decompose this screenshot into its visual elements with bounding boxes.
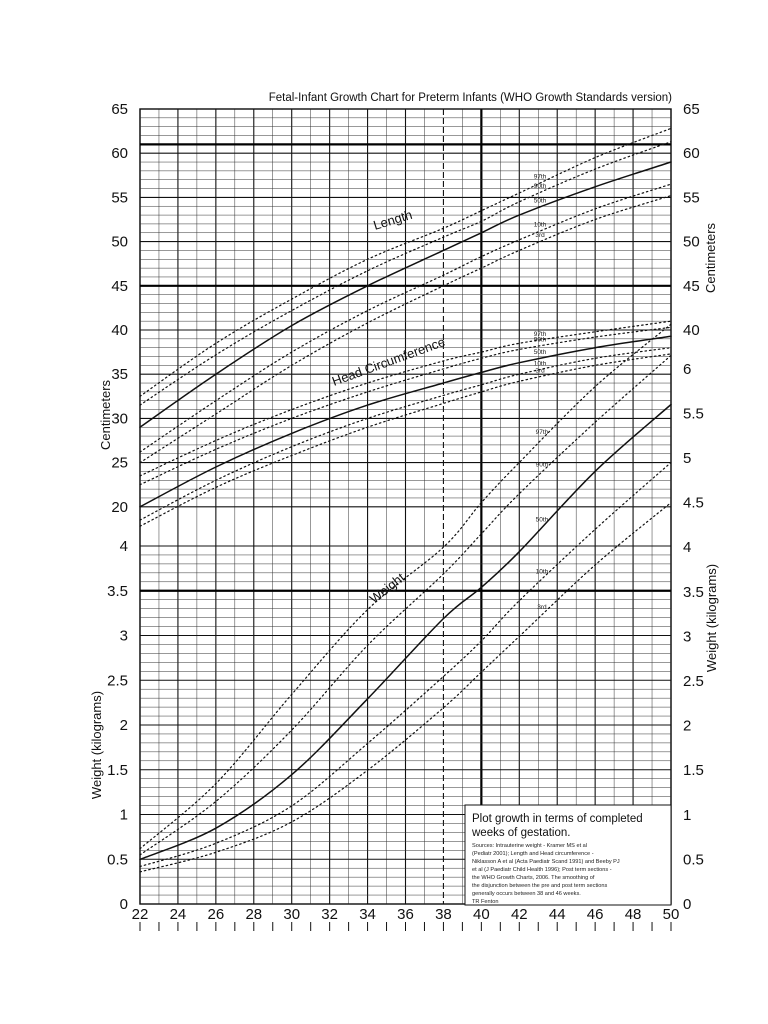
left-tick-label: 3.5 [107, 582, 128, 600]
notes-line: et al (J Paediatr Child Health 1996); Post term sections - [472, 867, 612, 873]
left-axis-title-cm: Centimeters [98, 379, 113, 451]
x-tick-label: 46 [586, 906, 604, 923]
left-tick-label: 55 [111, 189, 128, 207]
right-tick-label: 0 [683, 896, 692, 913]
x-tick-label: 42 [510, 906, 528, 923]
x-tick-label: 32 [321, 906, 338, 923]
right-tick-label: 3 [683, 628, 692, 646]
right-tick-label: 5.5 [683, 405, 704, 423]
notes-line: generally occurs between 38 and 46 weeks. [472, 891, 581, 897]
percentile-label: 3rd [537, 604, 547, 612]
notes-heading-2: weeks of gestation. [472, 827, 571, 839]
percentile-label: 97th [533, 173, 547, 181]
x-tick-label: 40 [473, 906, 490, 923]
x-tick-label: 30 [283, 906, 301, 923]
x-tick-label: 34 [359, 906, 376, 923]
right-tick-label: 50 [683, 233, 700, 251]
notes-line: (Pediatr 2001); Length and Head circumference - [472, 851, 594, 857]
left-tick-label: 1.5 [107, 761, 128, 779]
right-tick-label: 55 [683, 189, 700, 207]
x-tick-label: 28 [245, 906, 263, 923]
notes-line: Niklasson A et al (Acta Paediatr Scand 1991) and Beeby PJ [472, 859, 620, 865]
left-tick-label: 40 [111, 322, 128, 339]
x-tick-label: 50 [662, 906, 680, 923]
notes-line: TR Fenton [472, 899, 499, 905]
x-tick-label: 24 [169, 906, 187, 923]
left-tick-label: 35 [111, 366, 128, 384]
right-axis-title-cm: Centimeters [703, 222, 718, 294]
percentile-label: 90th [533, 336, 547, 344]
left-tick-label: 60 [111, 145, 128, 163]
left-tick-label: 65 [111, 101, 128, 118]
percentile-label: 97th [535, 428, 549, 436]
weight-curve-label: Weight [366, 569, 408, 607]
x-tick-label: 26 [207, 906, 225, 923]
percentile-label: 3rd [535, 232, 545, 240]
right-tick-label: 1.5 [683, 762, 704, 780]
x-tick-label: 36 [397, 906, 414, 923]
notes-heading-1: Plot growth in terms of completed [472, 813, 643, 825]
percentile-label: 10th [535, 568, 549, 576]
right-tick-label: 45 [683, 277, 700, 295]
x-tick-label: 44 [548, 906, 566, 923]
right-tick-label: 3.5 [683, 583, 704, 601]
percentile-label: 10th [533, 360, 547, 368]
left-tick-label: 50 [111, 233, 128, 251]
percentile-label: 50th [535, 516, 549, 524]
right-tick-label: 2.5 [683, 673, 704, 690]
right-tick-label: 60 [683, 145, 700, 163]
percentile-label: 90th [533, 183, 547, 191]
right-tick-label: 6 [683, 360, 692, 378]
right-tick-label: 4 [683, 539, 692, 557]
percentile-label: 90th [535, 461, 549, 469]
right-axis-title-kg: Weight (kilograms) [704, 563, 719, 673]
notes-line: the disjunction between the pre and post term sections [472, 883, 608, 889]
right-tick-label: 40 [683, 322, 700, 339]
right-tick-label: 65 [683, 101, 700, 118]
left-tick-label: 45 [111, 277, 128, 295]
percentile-label: 97th [533, 330, 547, 338]
left-axis-title-kg: Weight (kilograms) [89, 690, 104, 800]
left-tick-label: 2.5 [107, 672, 128, 690]
left-tick-label: 0 [119, 896, 128, 913]
left-tick-label: 0.5 [107, 851, 128, 869]
percentile-label: 50th [533, 349, 547, 357]
right-tick-label: 4.5 [683, 494, 704, 512]
right-tick-label: 2 [683, 717, 692, 735]
notes-box [465, 805, 671, 905]
left-tick-label: 1 [119, 806, 128, 824]
notes-line: Sources: Intrauterine weight - Kramer MS et al [472, 843, 588, 849]
length-curve-label: Length [371, 206, 414, 233]
left-tick-label: 25 [111, 454, 128, 472]
left-tick-label: 20 [111, 498, 128, 516]
left-tick-label: 3 [119, 627, 128, 645]
x-tick-label: 22 [131, 906, 149, 923]
left-tick-label: 2 [119, 717, 128, 734]
percentile-label: 50th [533, 197, 547, 205]
right-tick-label: 1 [683, 806, 692, 824]
chart-title: Fetal-Infant Growth Chart for Preterm Infants (WHO Growth Standards version) [268, 92, 672, 104]
right-tick-label: 0.5 [683, 851, 704, 869]
left-tick-label: 30 [111, 410, 128, 428]
x-tick-label: 38 [435, 906, 452, 923]
left-tick-label: 4 [119, 538, 128, 555]
notes-line: the WHO Growth Charts, 2006. The smoothing of [472, 875, 595, 881]
right-tick-label: 5 [683, 450, 692, 467]
head-curve-label: Head Circumference [329, 333, 448, 389]
percentile-label: 3rd [535, 367, 545, 375]
x-tick-label: 48 [624, 906, 642, 923]
percentile-label: 10th [533, 221, 547, 229]
